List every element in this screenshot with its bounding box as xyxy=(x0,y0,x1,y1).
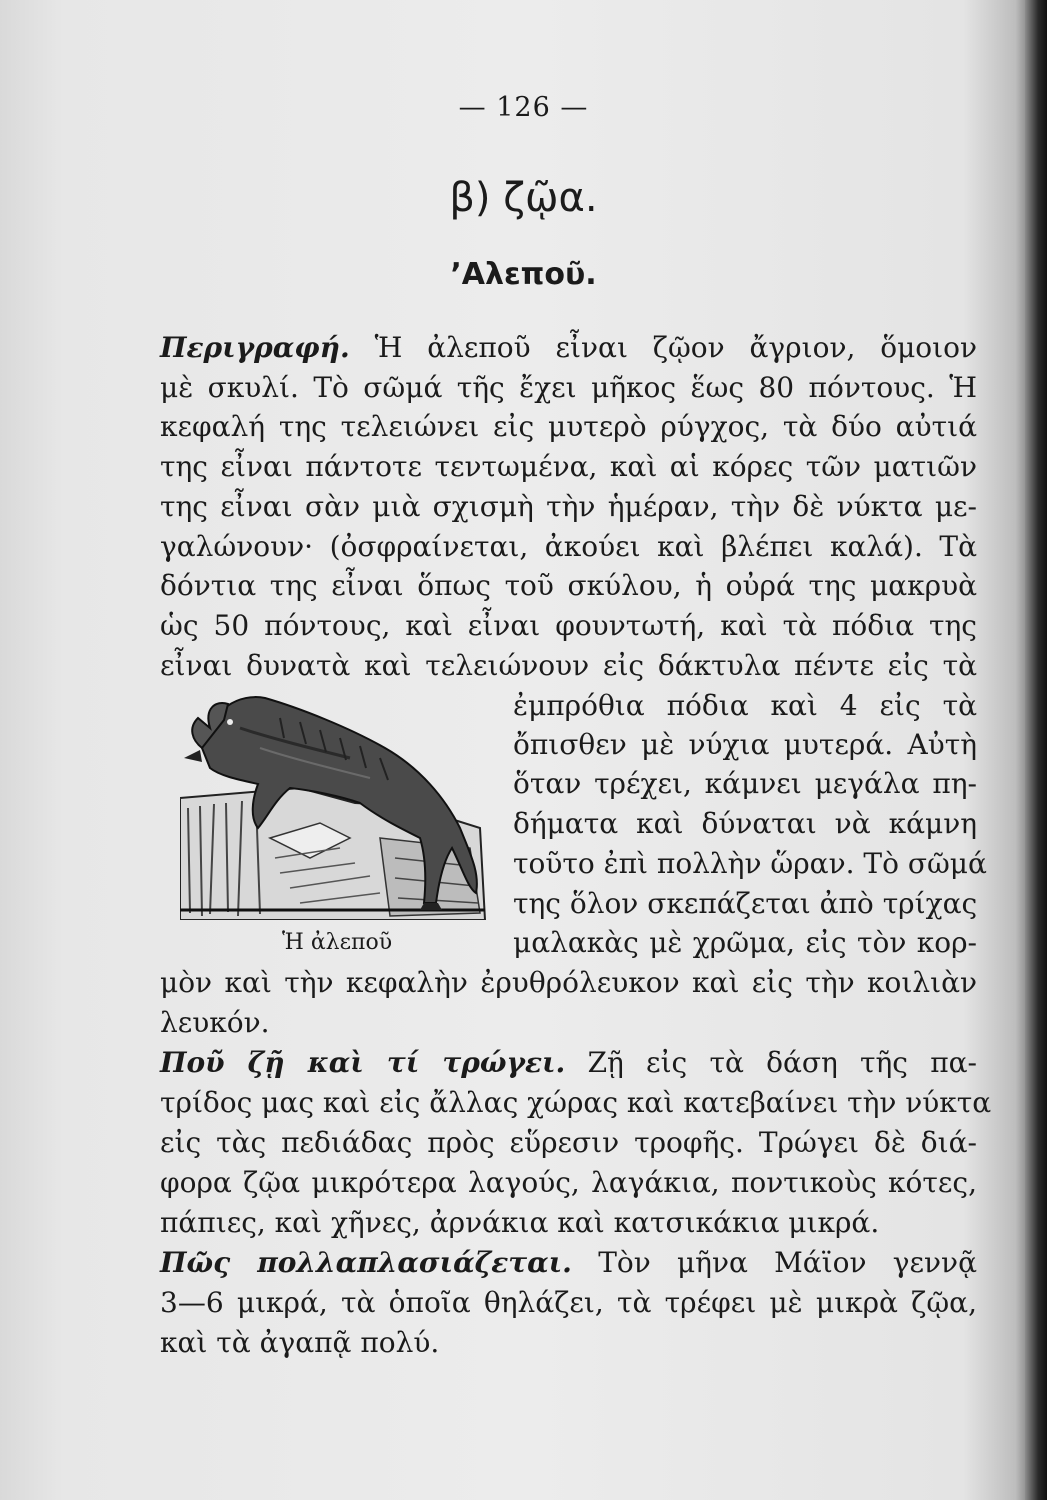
para1-line: της εἶναι σὰν μιὰ σχισμὴ τὴν ἡμέραν, τὴν δὲ νύκτα με- xyxy=(160,490,977,523)
page-number: — 126 — xyxy=(458,92,589,123)
para2-line: τρίδος μας καὶ εἰς ἄλλας χώρας καὶ κατεβαίνει τὴν νύκτα xyxy=(160,1086,992,1119)
para1-line: μὲ σκυλί. Τὸ σῶμά τῆς ἔχει μῆκος ἕως 80 πόντους. Ἡ xyxy=(160,371,977,404)
figure-caption: Ἡ ἀλεποῦ xyxy=(282,930,393,955)
para1-line: λευκόν. xyxy=(160,1006,270,1039)
para1-line: δόντια της εἶναι ὅπως τοῦ σκύλου, ἡ οὐρά της μακρυὰ xyxy=(160,569,977,602)
para3-first-line-text: Τὸν μῆνα Μάϊον γεννᾷ xyxy=(598,1246,977,1279)
para1-first-line-text: Ἡ ἀλεποῦ εἶναι ζῷον ἄγριον, ὅμοιον xyxy=(374,331,977,364)
para2-line: εἰς τὰς πεδιάδας πρὸς εὕρεσιν τροφῆς. Τρώγει δὲ διά- xyxy=(160,1126,977,1159)
para2-heading: Ποῦ ζῇ καὶ τί τρώγει. xyxy=(160,1046,566,1079)
para2-first-line-text: Ζῇ εἰς τὰ δάση τῆς πα- xyxy=(587,1046,978,1079)
para1-side-line: ὄπισθεν μὲ νύχια μυτερά. Αὐτὴ xyxy=(513,728,977,761)
para1-heading: Περιγραφή. xyxy=(160,331,350,364)
para2-line: φορα ζῷα μικρότερα λαγούς, λαγάκια, ποντικοὺς κότες, xyxy=(160,1166,977,1199)
para3-line: 3—6 μικρά, τὰ ὁποῖα θηλάζει, τὰ τρέφει μὲ μικρὰ ζῷα, xyxy=(160,1286,977,1319)
para1-line: ὡς 50 πόντους, καὶ εἶναι φουντωτή, καὶ τὰ πόδια της xyxy=(160,609,977,642)
para1-line: κεφαλή της τελειώνει εἰς μυτερὸ ρύγχος, τὰ δύο αὐτιά xyxy=(160,410,977,443)
para2-line-1 xyxy=(160,1045,977,1081)
para3-heading: Πῶς πολλαπλασιάζεται. xyxy=(160,1246,572,1279)
para1-line: μὸν καὶ τὴν κεφαλὴν ἐρυθρόλευκον καὶ εἰς τὴν κοιλιὰν xyxy=(160,966,977,999)
para1-side-line: ἐμπρόθια πόδια καὶ 4 εἰς τὰ xyxy=(513,689,977,722)
para3-line: καὶ τὰ ἀγαπᾷ πολύ. xyxy=(160,1326,440,1359)
para1-line: γαλώνουν· (ὀσφραίνεται, ἀκούει καὶ βλέπει καλά). Τὰ xyxy=(160,530,977,563)
para2-line: πάπιες, καὶ χῆνες, ἀρνάκια καὶ κατσικάκια μικρά. xyxy=(160,1206,880,1239)
para1-line: εἶναι δυνατὰ καὶ τελειώνουν εἰς δάκτυλα πέντε εἰς τὰ xyxy=(160,649,977,682)
para1-line-1 xyxy=(160,330,977,366)
para1-side-line: δήματα καὶ δύναται νὰ κάμνη xyxy=(513,807,977,840)
article-title: ʼΑλεποῦ. xyxy=(450,257,597,292)
para1-side-line: τοῦτο ἐπὶ πολλὴν ὥραν. Τὸ σῶμά xyxy=(513,847,987,880)
para1-side-line: της ὅλον σκεπάζεται ἀπὸ τρίχας xyxy=(513,887,978,920)
para1-side-line: μαλακὰς μὲ χρῶμα, εἰς τὸν κορ- xyxy=(513,926,977,959)
fox-illustration xyxy=(180,688,490,920)
section-title: β) ζῷα. xyxy=(449,175,598,221)
book-spine xyxy=(1025,0,1047,1500)
para1-side-line: ὅταν τρέχει, κάμνει μεγάλα πη- xyxy=(513,767,977,800)
para3-line-1 xyxy=(160,1245,977,1281)
para1-line: της εἶναι πάντοτε τεντωμένα, καὶ αἱ κόρες τῶν ματιῶν xyxy=(160,450,977,483)
